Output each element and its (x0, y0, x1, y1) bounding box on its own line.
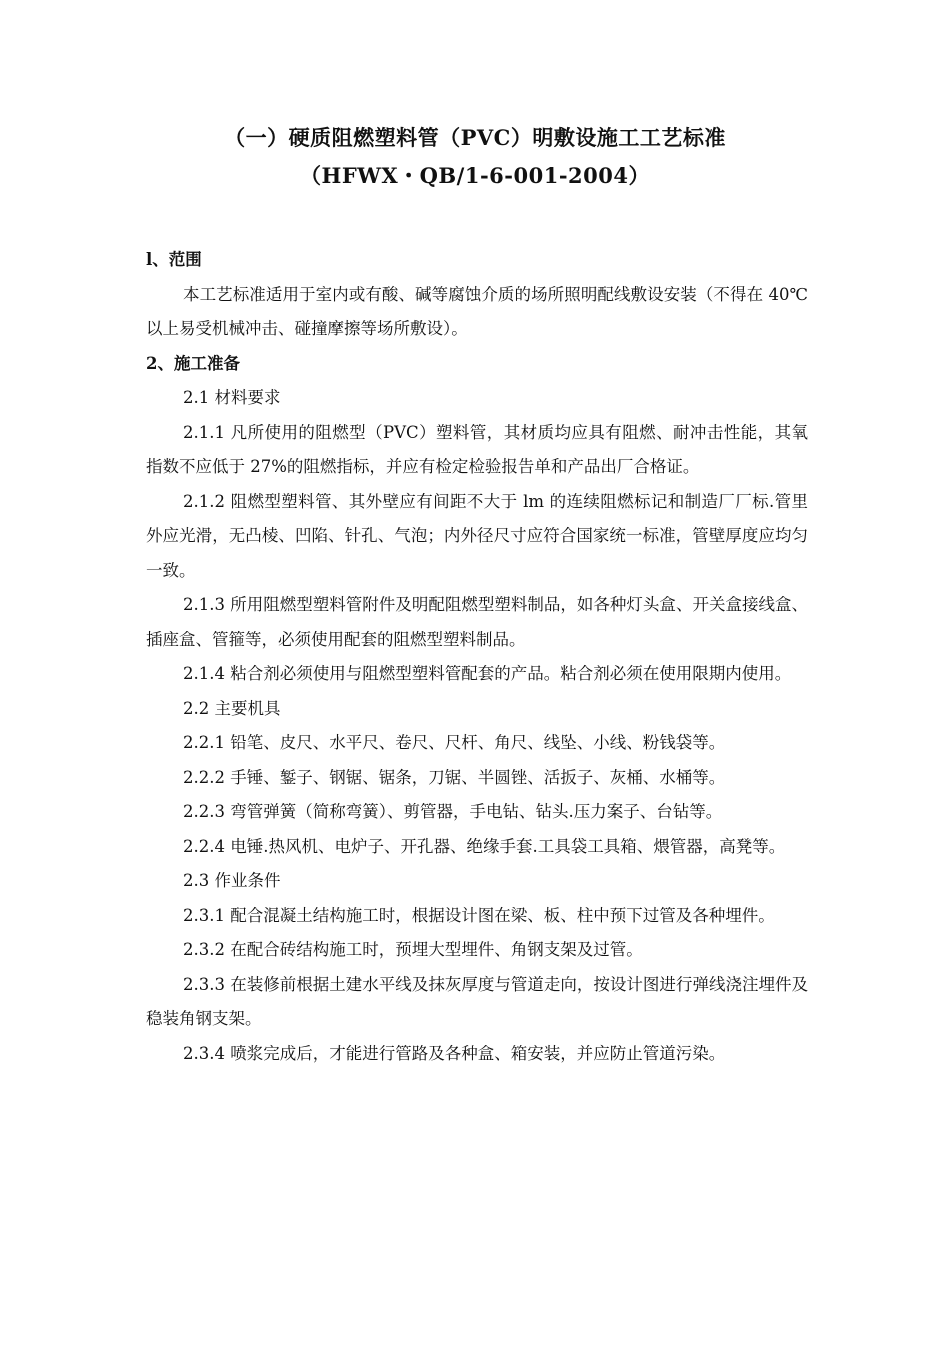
document-code: （HFWX・QB/1-6-001-2004） (300, 163, 650, 188)
document-body (146, 243, 808, 1071)
paragraph-2-3-4: 2.3.4 喷浆完成后，才能进行管路及各种盒、箱安装，并应防止管道污染。 (183, 1043, 726, 1063)
paragraph-2-3-1: 2.3.1 配合混凝土结构施工时，根据设计图在梁、板、柱中预下过管及各种埋件。 (183, 905, 775, 925)
paragraph-2-1-3: 2.1.3 所用阻燃型塑料管附件及明配阻燃型塑料制品，如各种灯头盒、开关盒接线盒、插座盒、管箍等，必须使用配套的阻燃型塑料制品。 (146, 595, 808, 649)
paragraph-2-2-4: 2.2.4 电锤.热风机、电炉子、开孔器、绝缘手套.工具袋工具箱、煨管器，高凳等。 (183, 836, 786, 856)
subheading-materials: 2.1 材料要求 (183, 388, 281, 407)
paragraph-2-1-2: 2.1.2 阻燃型塑料管、其外壁应有间距不大于 lm 的连续阻燃标记和制造厂厂标.管里外应光滑，无凸棱、凹陷、针孔、气泡；内外径尺寸应符合国家统一标准，管壁厚度应均匀一致。 (146, 491, 808, 580)
subheading-conditions: 2.3 作业条件 (183, 871, 281, 890)
paragraph-2-2-3: 2.2.3 弯管弹簧（简称弯簧）、剪管器，手电钻、钻头.压力案子、台钻等。 (183, 802, 723, 821)
paragraph-2-1-4: 2.1.4 粘合剂必须使用与阻燃型塑料管配套的产品。粘合剂必须在使用限期内使用。 (183, 664, 792, 683)
paragraph-2-1-1: 2.1.1 凡所使用的阻燃型（PVC）塑料管，其材质均应具有阻燃、耐冲击性能，其氧指数不应低于 27%的阻燃指标，并应有检定检验报告单和产品出厂合格证。 (146, 422, 808, 476)
paragraph-2-2-1: 2.2.1 铅笔、皮尺、水平尺、卷尺、尺杆、角尺、线坠、小线、粉钱袋等。 (183, 733, 726, 752)
section-heading-preparation: 2、施工准备 (146, 353, 240, 373)
subheading-tools: 2.2 主要机具 (183, 698, 281, 718)
document-title: （一）硬质阻燃塑料管（PVC）明敷设施工工艺标准 (224, 125, 726, 150)
paragraph-2-2-2: 2.2.2 手锤、錾子、钢锯、锯条，刀锯、半圆锉、活扳子、灰桶、水桶等。 (183, 767, 726, 787)
paragraph-2-3-2: 2.3.2 在配合砖结构施工时，预埋大型埋件、角钢支架及过管。 (183, 940, 643, 959)
paragraph-2-3-3: 2.3.3 在装修前根据土建水平线及抹灰厚度与管道走向，按设计图进行弹线浇注埋件及稳装角钢支架。 (146, 974, 808, 1028)
paragraph-scope: 本工艺标准适用于室内或有酸、碱等腐蚀介质的场所照明配线敷设安装（不得在 40℃以上易受机械冲击、碰撞摩擦等场所敷设）。 (146, 284, 808, 338)
section-heading-scope: l、范围 (146, 250, 202, 269)
